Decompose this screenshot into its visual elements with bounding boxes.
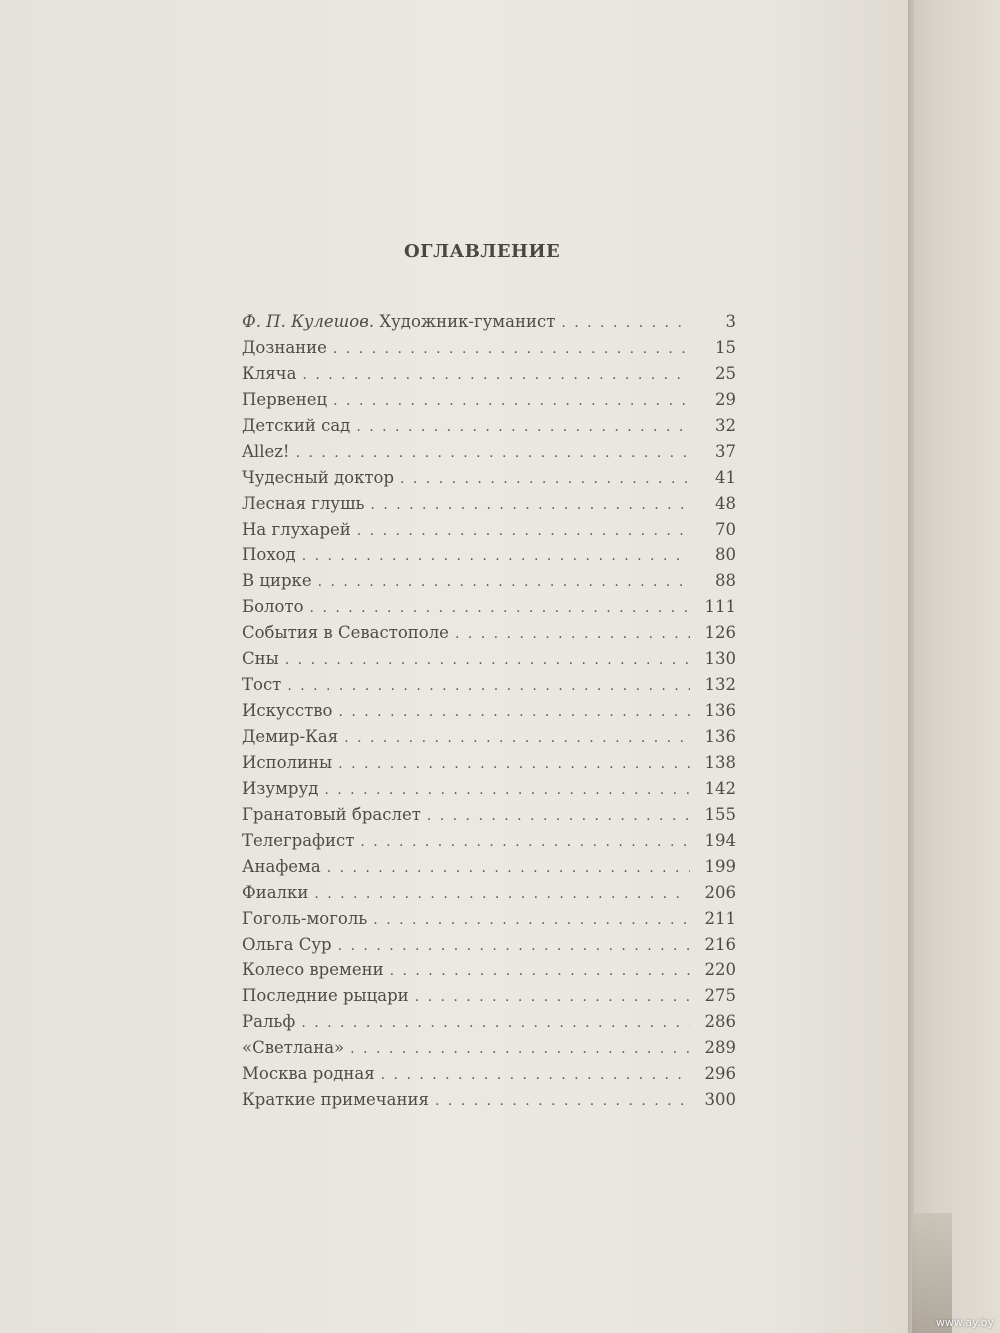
toc-entry-title	[242, 335, 333, 361]
toc-entry	[242, 594, 736, 620]
toc-entry-title-text: Художник-гуманист	[379, 312, 556, 331]
toc-entry-page: 132	[704, 675, 736, 695]
toc-list	[242, 309, 736, 1113]
toc-entry-title-text: «Светлана»	[242, 1038, 345, 1058]
toc-entry	[242, 1087, 736, 1113]
dot-leader	[333, 337, 690, 363]
toc-entry	[242, 828, 736, 854]
toc-entry	[242, 932, 736, 958]
toc-entry-page: 155	[704, 804, 736, 824]
dot-leader	[324, 778, 690, 804]
toc-entry-page: 138	[704, 752, 736, 772]
toc-entry-title-text: Ральф	[242, 1012, 296, 1032]
toc-entry	[242, 750, 736, 776]
toc-entry-title-text: Колесо времени	[242, 960, 384, 980]
toc-entry	[242, 1061, 736, 1087]
toc-entry-page: 286	[704, 1012, 736, 1032]
toc-entry	[242, 983, 736, 1009]
toc-entry-page: 70	[715, 519, 736, 539]
toc-entry	[242, 568, 736, 594]
toc-entry-title	[242, 828, 360, 854]
dot-leader	[301, 1011, 690, 1037]
dot-leader	[415, 985, 690, 1011]
watermark: www.ay.by	[935, 1316, 994, 1329]
dot-leader	[356, 415, 690, 441]
toc-entry-author: Ф. П. Кулешов.	[242, 312, 375, 331]
toc-entry-title-text: Гоголь-моголь	[242, 908, 368, 928]
toc-entry-page: 29	[715, 389, 736, 409]
toc-entry-page: 136	[704, 727, 736, 746]
toc-entry	[242, 361, 736, 387]
toc-entry-page: 289	[704, 1038, 736, 1058]
toc-entry-page: 126	[704, 623, 736, 643]
toc-entry-title-text: Телеграфист	[242, 830, 355, 850]
toc-entry-title-text: Тост	[242, 675, 282, 695]
toc-entry-page: 300	[704, 1090, 736, 1110]
toc-entry	[242, 387, 736, 413]
toc-entry	[242, 672, 736, 698]
toc-entry-title-text: Чудесный доктор	[242, 467, 395, 487]
toc-entry	[242, 1035, 736, 1061]
toc-entry	[242, 517, 736, 543]
toc-entry	[242, 646, 736, 672]
toc-entry-page: 142	[704, 778, 736, 798]
toc-entry-title	[242, 517, 357, 543]
toc-entry-title	[242, 1009, 301, 1035]
toc-entry-title-text: Изумруд	[242, 778, 319, 798]
toc-entry-title-text: Фиалки	[242, 882, 309, 902]
toc-entry-title-text: Краткие примечания	[242, 1090, 429, 1110]
dot-leader	[427, 804, 690, 830]
toc-entry-title	[242, 932, 338, 958]
toc-entry-page: 88	[715, 571, 736, 591]
toc-entry	[242, 776, 736, 802]
page-gutter-strip	[908, 0, 914, 1333]
dot-leader	[302, 544, 690, 570]
toc-entry-title	[242, 1035, 350, 1061]
toc-entry-page: 130	[704, 649, 736, 669]
toc-entry-title	[242, 309, 561, 335]
dot-leader	[338, 700, 690, 726]
toc-entry-title-text: Сны	[242, 649, 279, 669]
toc-entry-page: 32	[715, 415, 736, 435]
dot-leader	[390, 959, 690, 985]
toc-entry-title-text: Последние рыцари	[242, 986, 409, 1006]
toc-entry-title-text: События в Севастополе	[242, 623, 449, 643]
dot-leader	[360, 830, 690, 856]
toc-entry-page: 25	[715, 363, 736, 383]
dot-leader	[373, 908, 690, 934]
toc-entry-page: 3	[725, 312, 736, 331]
dot-leader	[327, 856, 690, 882]
dot-leader	[370, 493, 690, 519]
toc-entry	[242, 309, 736, 335]
dot-leader	[381, 1063, 690, 1089]
toc-entry-title	[242, 698, 338, 724]
toc-entry-title	[242, 465, 400, 491]
toc-entry-title-text: Поход	[242, 545, 296, 565]
toc-entry	[242, 854, 736, 880]
toc-entry-title	[242, 491, 370, 517]
toc-entry-title-text: Allez!	[242, 441, 290, 461]
toc-entry-page: 206	[704, 882, 736, 902]
toc-entry	[242, 880, 736, 906]
toc-entry	[242, 724, 736, 750]
toc-entry	[242, 413, 736, 439]
toc-entry-title-text: Анафема	[242, 856, 321, 876]
dot-leader	[333, 389, 690, 415]
toc-entry-title-text: Первенец	[242, 389, 328, 409]
toc-entry-page: 296	[704, 1064, 736, 1084]
toc-entry-title	[242, 802, 427, 828]
toc-entry	[242, 957, 736, 983]
toc-entry-title	[242, 542, 302, 568]
toc-entry-title	[242, 854, 327, 880]
toc-entry-title	[242, 983, 415, 1009]
dot-leader	[310, 596, 690, 622]
toc-entry-title	[242, 413, 356, 439]
toc-entry-title	[242, 594, 310, 620]
toc-entry	[242, 439, 736, 465]
toc-entry-title	[242, 646, 285, 672]
dot-leader	[296, 441, 690, 467]
toc-entry-title-text: Детский сад	[242, 415, 351, 435]
toc-entry-page: 48	[715, 493, 736, 513]
toc-entry-title-text: Москва родная	[242, 1064, 375, 1084]
toc-entry-title	[242, 361, 302, 387]
toc-entry-title	[242, 387, 333, 413]
dot-leader	[302, 363, 690, 389]
page-stack-corner	[912, 1213, 952, 1333]
toc-entry-page: 37	[715, 441, 736, 461]
dot-leader	[561, 311, 690, 337]
toc-entry-page: 15	[715, 337, 736, 357]
toc-entry-title	[242, 776, 324, 802]
toc-entry-title	[242, 957, 390, 983]
dot-leader	[338, 934, 690, 960]
toc-entry-title-text: Лесная глушь	[242, 493, 365, 513]
dot-leader	[318, 570, 690, 596]
toc-entry-title-text: На глухарей	[242, 519, 351, 539]
toc-entry-title	[242, 672, 287, 698]
toc-entry	[242, 620, 736, 646]
dot-leader	[455, 622, 690, 648]
toc-entry	[242, 491, 736, 517]
toc-entry-title	[242, 750, 338, 776]
toc-entry-page: 216	[704, 934, 736, 954]
dot-leader	[285, 648, 690, 674]
toc-entry-page: 194	[704, 830, 736, 850]
dot-leader	[400, 467, 690, 493]
toc-entry-page: 80	[715, 545, 736, 565]
toc-entry-title-text: Дознание	[242, 337, 327, 357]
toc-entry-page: 41	[715, 467, 736, 487]
toc-entry-title-text: Искусство	[242, 701, 333, 721]
toc-entry-title-text: Кляча	[242, 363, 297, 383]
toc-entry-title-text: Болото	[242, 597, 304, 617]
toc-entry	[242, 1009, 736, 1035]
dot-leader	[435, 1089, 690, 1115]
dot-leader	[314, 882, 690, 908]
toc-entry	[242, 802, 736, 828]
toc-entry-title	[242, 439, 296, 465]
toc-entry-title	[242, 1061, 381, 1087]
toc-entry	[242, 698, 736, 724]
toc-entry-page: 275	[704, 986, 736, 1006]
dot-leader	[357, 519, 690, 545]
dot-leader	[350, 1037, 690, 1063]
toc-entry-title-text: Исполины	[242, 752, 333, 772]
toc-entry-title-text: Демир-Кая	[242, 727, 339, 746]
toc-entry-page: 211	[704, 908, 736, 928]
toc-entry-page: 136	[704, 701, 736, 721]
dot-leader	[344, 726, 690, 752]
toc-entry-page: 199	[704, 856, 736, 876]
book-edge	[908, 0, 1000, 1333]
toc-entry-title-text: Гранатовый браслет	[242, 804, 421, 824]
toc-entry-title	[242, 906, 373, 932]
dot-leader	[287, 674, 690, 700]
toc-entry	[242, 542, 736, 568]
toc-entry-title	[242, 568, 318, 594]
toc-entry-title	[242, 1087, 435, 1113]
toc-entry	[242, 906, 736, 932]
toc-heading: ОГЛАВЛЕНИЕ	[404, 241, 561, 262]
dot-leader	[338, 752, 690, 778]
toc-entry-title	[242, 620, 455, 646]
toc-entry-page: 220	[704, 960, 736, 980]
toc-entry-title-text: В цирке	[242, 571, 312, 591]
toc-entry-title-text: Ольга Сур	[242, 934, 332, 954]
toc-entry-page: 111	[704, 597, 736, 617]
toc-entry	[242, 465, 736, 491]
toc-entry-title	[242, 880, 314, 906]
toc-entry	[242, 335, 736, 361]
toc-entry-title	[242, 724, 344, 750]
